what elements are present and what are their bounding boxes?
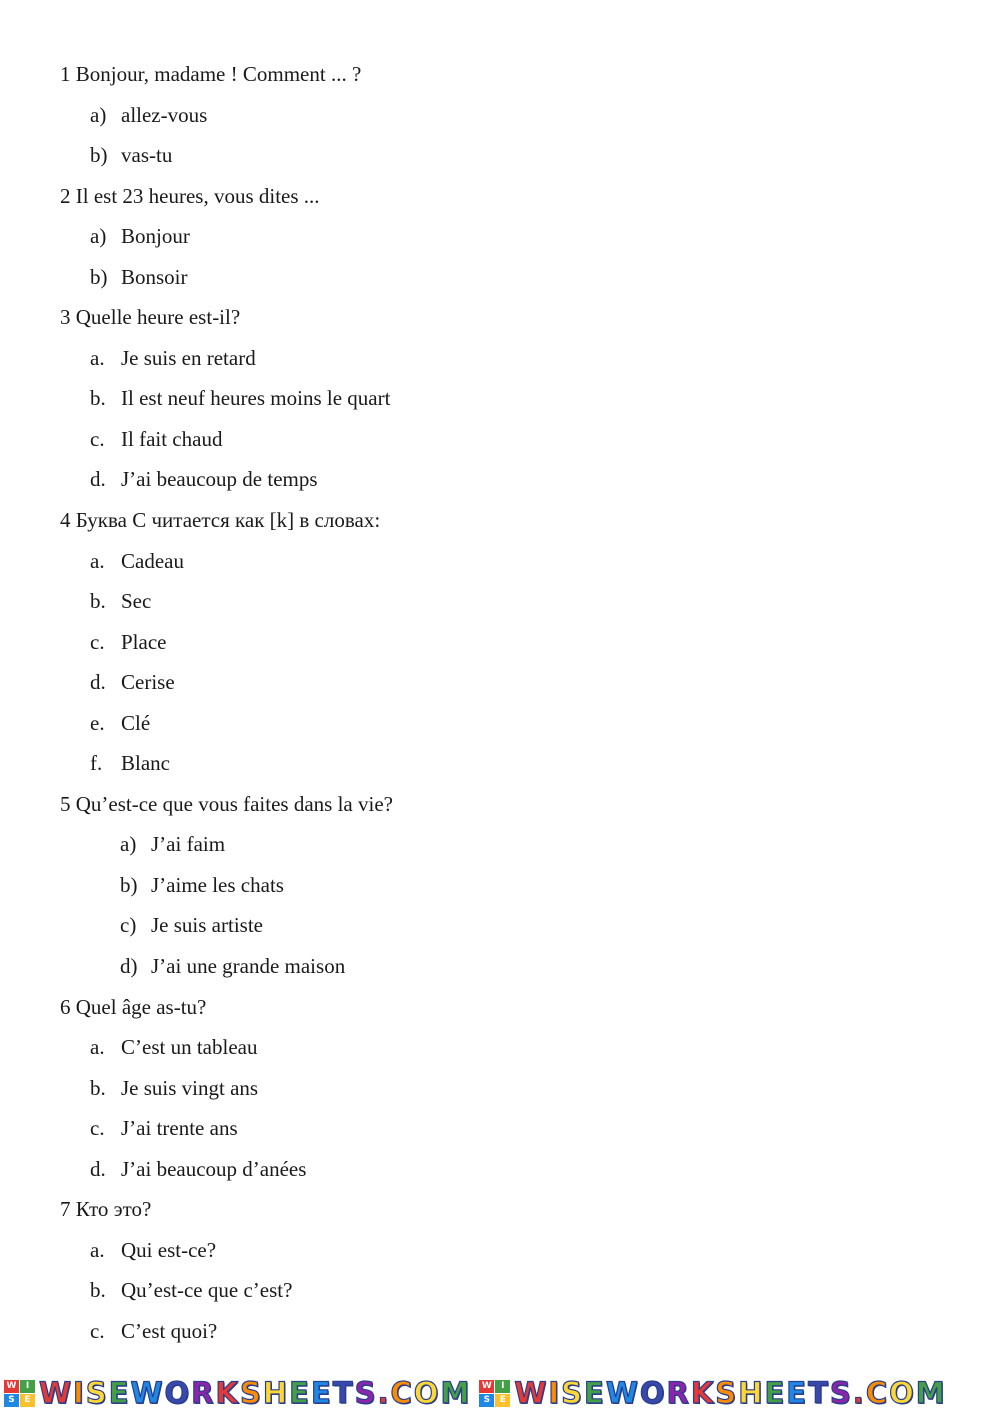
option-marker: d. <box>90 1156 106 1181</box>
brand-icon-letter: I <box>20 1380 35 1393</box>
answer-option[interactable] <box>0 622 1000 663</box>
brand-icon-letter: S <box>479 1394 494 1407</box>
option-text: Bonjour <box>121 224 190 249</box>
option-marker: a. <box>90 1035 105 1060</box>
option-marker: a. <box>90 345 105 370</box>
answer-option[interactable] <box>0 824 1000 865</box>
option-marker: a. <box>90 1237 105 1262</box>
answer-option[interactable] <box>0 459 1000 500</box>
question-1: 1 Bonjour, madame ! Comment ... ? <box>60 62 362 86</box>
option-marker: d. <box>90 467 106 492</box>
option-marker: a. <box>90 548 105 573</box>
answer-option[interactable] <box>0 1311 1000 1352</box>
answer-option[interactable] <box>0 946 1000 987</box>
option-text: Qui est-ce? <box>121 1237 217 1262</box>
option-marker: a) <box>90 224 107 249</box>
option-text: J’aime les chats <box>151 872 284 897</box>
option-marker: c. <box>90 629 105 654</box>
question-4: 4 Буква C читается как [k] в словах: <box>60 508 381 533</box>
answer-option[interactable] <box>0 257 1000 298</box>
worksheet <box>0 54 1000 1352</box>
answer-option[interactable] <box>0 135 1000 176</box>
option-text: Sec <box>121 589 152 614</box>
option-marker: b. <box>90 589 106 614</box>
option-marker: b) <box>90 264 108 289</box>
brand-icon-letter: W <box>479 1380 494 1393</box>
option-marker: a) <box>90 102 107 127</box>
option-marker: d) <box>120 954 138 979</box>
option-marker: b. <box>90 1278 106 1303</box>
question-6: 6 Quel âge as-tu? <box>60 994 207 1019</box>
option-marker: c. <box>90 1116 105 1141</box>
option-marker: f. <box>90 751 103 776</box>
option-text: Il est neuf heures moins le quart <box>121 386 391 411</box>
answer-option[interactable] <box>0 1149 1000 1190</box>
answer-option[interactable] <box>0 1230 1000 1271</box>
option-text: Je suis vingt ans <box>121 1075 259 1100</box>
answer-option[interactable] <box>0 541 1000 582</box>
option-marker: b) <box>90 143 108 168</box>
answer-option[interactable] <box>0 865 1000 906</box>
option-text: Cerise <box>121 670 175 695</box>
option-marker: a) <box>120 832 137 857</box>
option-text: Clé <box>121 710 151 735</box>
brand-icon-letter: W <box>4 1380 19 1393</box>
answer-option[interactable] <box>0 1108 1000 1149</box>
question-7: 7 Кто это? <box>60 1197 152 1222</box>
answer-option[interactable] <box>0 1270 1000 1311</box>
brand-icon-letter: E <box>495 1394 510 1407</box>
wiseworksheets-logo <box>471 1374 946 1413</box>
option-text: allez-vous <box>121 102 208 127</box>
answer-option[interactable] <box>0 378 1000 419</box>
answer-option[interactable] <box>0 662 1000 703</box>
question-5: 5 Qu’est-ce que vous faites dans la vie? <box>60 791 393 816</box>
brand-icon <box>479 1380 510 1407</box>
question-3: 3 Quelle heure est-il? <box>60 305 241 330</box>
question-2: 2 Il est 23 heures, vous dites ... <box>60 183 320 208</box>
option-text: C’est quoi? <box>121 1318 218 1343</box>
brand-icon-letter: E <box>20 1394 35 1407</box>
brand-text: WISEWORKSHEETS.COM <box>514 1376 947 1410</box>
answer-option[interactable] <box>0 1068 1000 1109</box>
option-text: J’ai beaucoup de temps <box>121 467 318 492</box>
option-marker: e. <box>90 710 105 735</box>
option-marker: b) <box>120 872 138 897</box>
option-text: Blanc <box>121 751 170 776</box>
option-marker: b. <box>90 386 106 411</box>
answer-option[interactable] <box>0 95 1000 136</box>
answer-option[interactable] <box>0 1027 1000 1068</box>
answer-option[interactable] <box>0 216 1000 257</box>
brand-icon <box>4 1380 35 1407</box>
option-marker: c. <box>90 426 105 451</box>
option-text: Bonsoir <box>121 264 188 289</box>
brand-icon-letter: S <box>4 1394 19 1407</box>
option-text: vas-tu <box>121 143 173 168</box>
option-text: Cadeau <box>121 548 184 573</box>
option-marker: b. <box>90 1075 106 1100</box>
option-text: Il fait chaud <box>121 426 223 451</box>
option-marker: d. <box>90 670 106 695</box>
option-text: Place <box>121 629 167 654</box>
option-text: J’ai faim <box>151 832 226 857</box>
option-text: Je suis artiste <box>151 913 263 938</box>
answer-option[interactable] <box>0 905 1000 946</box>
footer-watermark <box>0 1374 1000 1413</box>
option-text: J’ai une grande maison <box>151 954 346 979</box>
option-text: Qu’est-ce que c’est? <box>121 1278 293 1303</box>
option-text: Je suis en retard <box>121 345 256 370</box>
answer-option[interactable] <box>0 703 1000 744</box>
option-marker: c. <box>90 1318 105 1343</box>
answer-option[interactable] <box>0 419 1000 460</box>
brand-icon-letter: I <box>495 1380 510 1393</box>
answer-option[interactable] <box>0 581 1000 622</box>
option-marker: c) <box>120 913 137 938</box>
option-text: J’ai beaucoup d’anées <box>121 1156 307 1181</box>
brand-text: WISEWORKSHEETS.COM <box>39 1376 472 1410</box>
wiseworksheets-logo <box>0 1374 471 1413</box>
option-text: J’ai trente ans <box>121 1116 238 1141</box>
answer-option[interactable] <box>0 338 1000 379</box>
option-text: C’est un tableau <box>121 1035 258 1060</box>
answer-option[interactable] <box>0 743 1000 784</box>
